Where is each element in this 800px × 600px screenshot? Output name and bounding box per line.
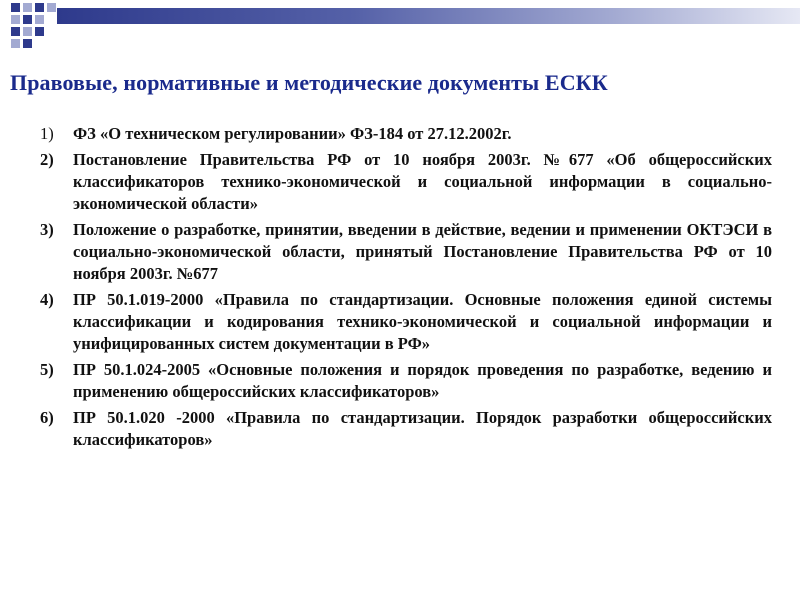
document-list [40,123,772,455]
decor-square [22,26,33,37]
item-number: 3) [40,220,54,239]
decor-square [10,38,21,49]
decor-square [10,2,21,13]
list-item [40,289,772,355]
list-item [40,407,772,451]
decor-square [34,26,45,37]
decor-square [22,38,33,49]
item-text: ПР 50.1.020 -2000 «Правила по стандартизации. Порядок разработки общероссийских классификаторов» [73,408,772,449]
item-text: Постановление Правительства РФ от 10 ноября 2003г. №677 «Об общероссийских классификаторов технико-экономической и социальной информации в социально-экономической области» [73,150,772,213]
decor-square [22,14,33,25]
item-number: 5) [40,360,54,379]
decor-square [46,2,57,13]
list-item [40,123,772,145]
item-number: 2) [40,150,54,169]
decor-square [22,2,33,13]
decor-square [10,26,21,37]
item-text: ПР 50.1.024-2005 «Основные положения и порядок проведения по разработке, ведению и применению общероссийских классификаторов» [73,360,772,401]
item-text: ПР 50.1.019-2000 «Правила по стандартизации. Основные положения единой системы классификации и кодирования технико-экономической и социальной информации и унифицированных систем документации в РФ» [73,290,772,353]
slide-title: Правовые, нормативные и методические документы ЕСКК [10,70,608,95]
header-gradient-band [57,8,800,24]
decor-square [10,14,21,25]
decor-square [34,14,45,25]
decor-square [34,2,45,13]
list-item [40,219,772,285]
list-item [40,359,772,403]
item-number: 4) [40,290,54,309]
item-text: ФЗ «О техническом регулировании» ФЗ-184 от 27.12.2002г. [73,124,512,143]
item-number: 1) [40,124,54,143]
item-number: 6) [40,408,54,427]
list-item [40,149,772,215]
item-text: Положение о разработке, принятии, введении в действие, ведении и применении ОКТЭСИ в социально-экономической области, принятый Постановление Правительства РФ от 10 ноября 2003г. №677 [73,220,772,283]
